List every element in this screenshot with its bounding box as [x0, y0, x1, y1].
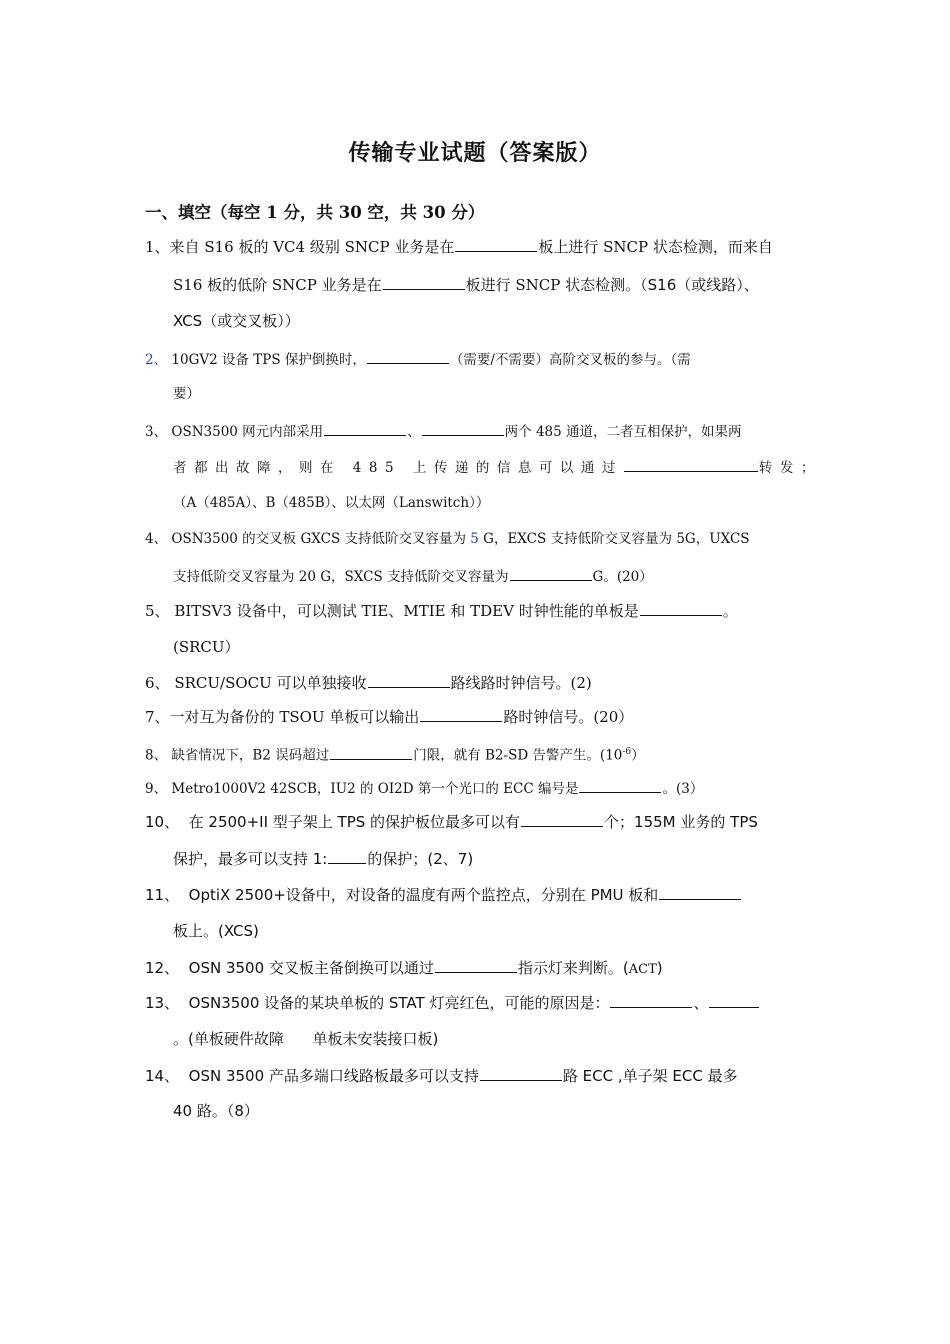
question-9: 9、 Metro1000V2 42SCB，IU2 的 OI2D 第一个光口的 ECC 编号是 。(3）	[145, 777, 703, 799]
question-14-line-2: 40 路。（8）	[173, 1102, 259, 1120]
question-8: 8、 缺省情况下，B2 误码超过 门限，就有 B2-SD 告警产生。$(10^{-6})$	[145, 742, 645, 766]
question-4-line-2: 支持低阶交叉容量为 20 G，SXCS 支持低阶交叉容量为 G。(20）	[173, 565, 653, 587]
question-12: 12、 OSN 3500 交叉板主备倒换可以通过 指示灯来判断。(ACT)	[145, 959, 663, 977]
answer-blank[interactable]	[521, 811, 603, 827]
answer-blank[interactable]	[324, 420, 406, 436]
question-13: 13、 OSN3500 设备的某块单板的 STAT 灯亮红色，可能的原因是： 、	[145, 992, 760, 1013]
answer-blank[interactable]	[510, 565, 592, 581]
question-14: 14、 OSN 3500 产品多端口线路板最多可以支持 路 ECC ,单子架 ECC 最多	[145, 1067, 738, 1085]
question-4: 4、 OSN3500 的交叉板 GXCS 支持低阶交叉容量为 5 G，EXCS 支持低阶交叉容量为 5G，UXCS	[145, 531, 750, 547]
answer-blank[interactable]	[420, 706, 502, 722]
answer-blank[interactable]	[422, 420, 504, 436]
answer-blank[interactable]	[383, 274, 465, 290]
answer-blank[interactable]	[579, 777, 661, 793]
answer-blank[interactable]	[624, 456, 758, 472]
question-1: 1、来自 S16 板的 VC4 级别 SNCP 业务是在 板上进行 SNCP 状态检测，而来自	[145, 238, 773, 256]
answer-blank[interactable]	[709, 992, 759, 1008]
question-10-line-2: 保护，最多可以支持 1: 的保护；(2、7)	[173, 850, 474, 868]
answer-blank[interactable]	[610, 992, 692, 1008]
answer-blank[interactable]	[455, 236, 537, 252]
question-10: 10、 在 2500+II 型子架上 TPS 的保护板位最多可以有 个；155M 业务的 TPS	[145, 813, 758, 831]
answer-blank[interactable]	[368, 672, 450, 688]
question-2: 2、 10GV2 设备 TPS 保护倒换时， （需要/不需要）高阶交叉板的参与。（需	[145, 348, 691, 370]
answer-blank[interactable]	[330, 744, 412, 760]
answer-blank[interactable]	[480, 1065, 562, 1081]
question-5-line-2: (SRCU）	[173, 638, 240, 656]
question-6: 6、 SRCU/SOCU 可以单独接收 路线路时钟信号。(2)	[145, 674, 592, 692]
answer-blank[interactable]	[328, 848, 366, 864]
question-5: 5、 BITSV3 设备中，可以测试 TIE、MTIE 和 TDEV 时钟性能的单板是 。	[145, 602, 738, 620]
question-3: 3、 OSN3500 网元内部采用 、 两个 485 通道，二者互相保护，如果两	[145, 420, 742, 442]
section-heading: 一、填空（每空 1 分，共 30 空，共 30 分）	[145, 203, 485, 222]
document-title: 传输专业试题（答案版）	[348, 140, 602, 166]
question-11-line-2: 板上。(XCS)	[173, 922, 259, 940]
question-3-line-2: 者都出故障，则在 485 上传递的信息可以通过 转发；	[173, 456, 822, 478]
answer-blank[interactable]	[367, 348, 449, 364]
answer-blank[interactable]	[659, 884, 741, 900]
question-1-line-3: XCS（或交叉板））	[173, 312, 300, 330]
question-1-line-2: S16 板的低阶 SNCP 业务是在 板进行 SNCP 状态检测。（S16（或线路）、	[173, 276, 759, 294]
answer-blank[interactable]	[435, 957, 517, 973]
question-3-line-3: （A（485A）、B（485B）、以太网（Lanswitch））	[173, 495, 490, 511]
answer-blank[interactable]	[640, 600, 722, 616]
question-7: 7、一对互为备份的 TSOU 单板可以输出 路时钟信号。(20）	[145, 708, 634, 726]
question-11: 11、 OptiX 2500+设备中，对设备的温度有两个监控点，分别在 PMU 板和	[145, 884, 742, 905]
question-2-line-2: 要）	[173, 386, 200, 402]
question-13-line-2: 。(单板硬件故障 单板未安装接口板)	[173, 1030, 439, 1048]
